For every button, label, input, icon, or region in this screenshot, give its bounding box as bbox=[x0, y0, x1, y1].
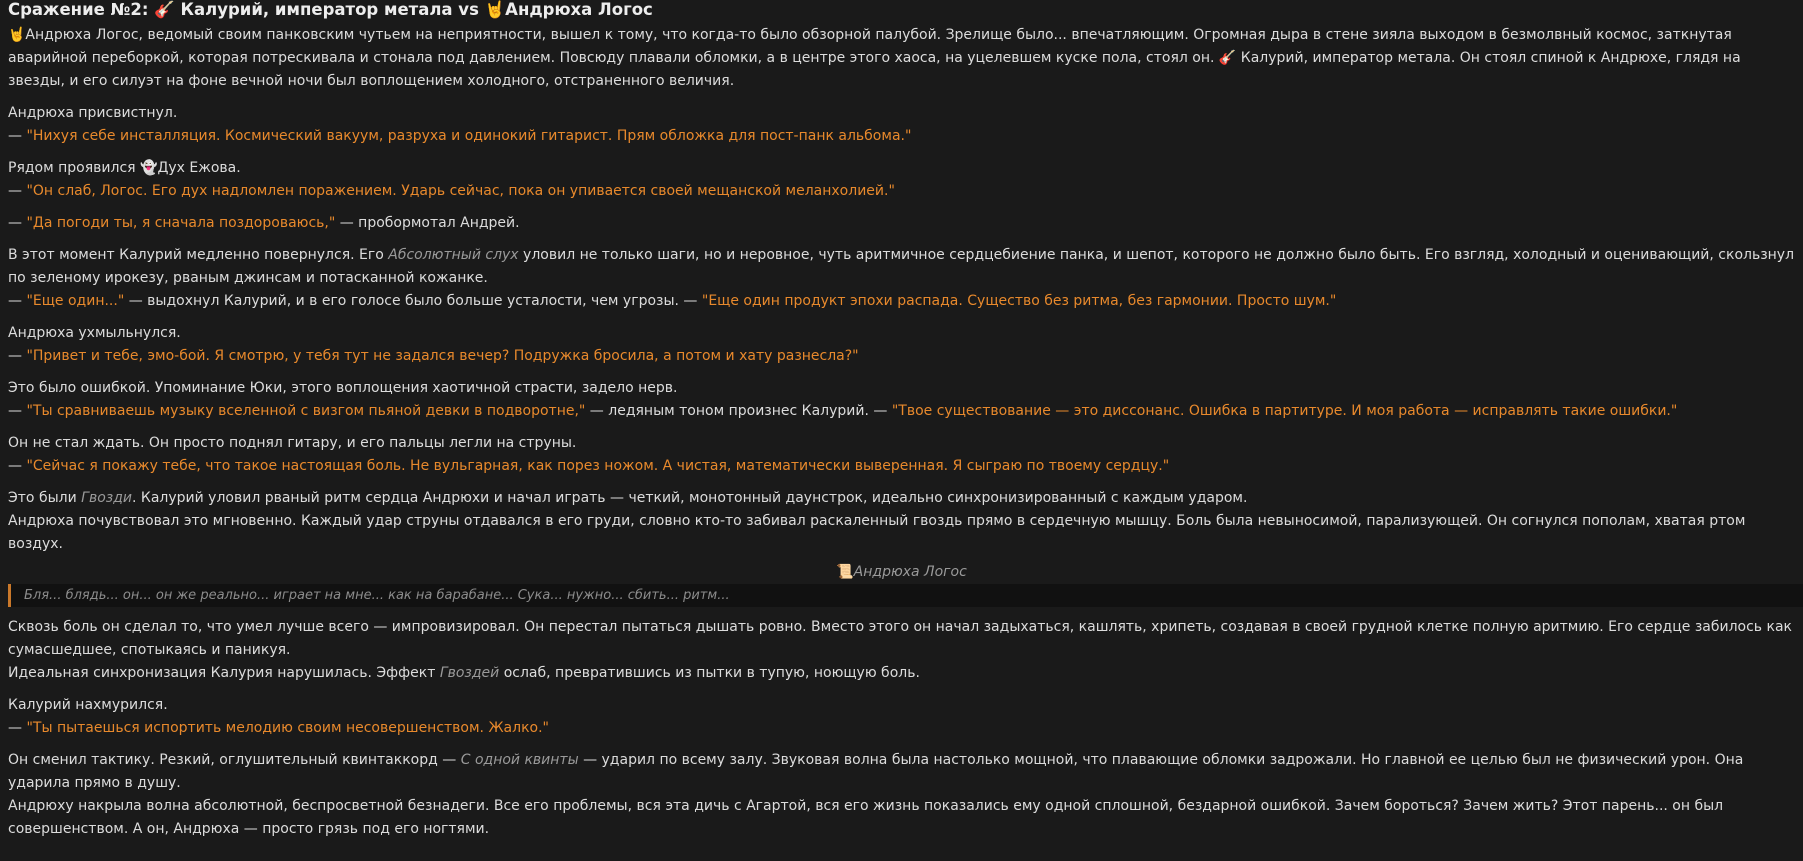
quote: "Он слаб, Логос. Его дух надломлен поражением. Ударь сейчас, пока он упивается своей мещанской меланхолией." bbox=[26, 183, 895, 199]
text: — выдохнул Калурий, и в его голосе было больше усталости, чем угрозы. — bbox=[124, 293, 702, 309]
text: — пробормотал Андрей. bbox=[335, 215, 520, 231]
quote: "Ты сравниваешь музыку вселенной с визгом пьяной девки в подворотне," bbox=[26, 403, 586, 419]
dash: — bbox=[8, 720, 27, 736]
thought-speaker: Андрюха Логос bbox=[853, 564, 967, 580]
dialogue-line bbox=[8, 717, 1795, 740]
paragraph-intro: 🤘Андрюха Логос, ведомый своим панковским чутьем на неприятности, вышел к тому, что когда-то было обзорной палубой. Зрелище было... впечатляющим. Огромная дыра в стене зияла выходом в безмолвный космос, заткнутая аварийной переборкой, которая потрескивала и стонала под давлением. Повсюду плавали обломки, а в центре этого хаоса, на уцелевшем куске пола, стоял он. 🎸 Калурий, император метала. Он стоял спиной к Андрюхе, глядя на звезды, и его силуэт на фоне вечной ночи был воплощением холодного, отстраненного величия. bbox=[8, 27, 1741, 89]
text: уловил не только шаги, но и неровное, чуть аритмичное сердцебиение панка, и шепот, которого не должно было быть. Его взгляд, холодный и оценивающий, скользнул по зеленому ирокезу, рваным джинсам и потасканной кожанке. bbox=[8, 247, 1795, 286]
dialogue-line bbox=[8, 400, 1795, 423]
paragraph: Он не стал ждать. Он просто поднял гитару, и его пальцы легли на струны. bbox=[8, 435, 577, 451]
paragraph: Андрюха присвистнул. bbox=[8, 105, 178, 121]
text: Рядом проявился bbox=[8, 160, 141, 176]
paragraph: Андрюха ухмыльнулся. bbox=[8, 325, 181, 341]
paragraph: Это было ошибкой. Упоминание Юки, этого воплощения хаотичной страсти, задело нерв. bbox=[8, 380, 678, 396]
paragraph bbox=[8, 749, 1795, 795]
paragraph: Андрюху накрыла волна абсолютной, беспросветной безнадеги. Все его проблемы, вся эта дичь с Агартой, вся его жизнь показались ему одной сплошной, бездарной ошибкой. Зачем бороться? Зачем жить? Этот парень... он был совершенством. А он, Андрюха — просто грязь под его ногтями. bbox=[8, 798, 1724, 837]
dialogue-line bbox=[8, 290, 1795, 313]
quote: "Ты пытаешься испортить мелодию своим несовершенством. Жалко." bbox=[26, 720, 549, 736]
text: Дух Ежова. bbox=[157, 160, 241, 176]
dash: — bbox=[8, 215, 27, 231]
scroll-icon: 📜 bbox=[836, 564, 854, 580]
paragraph: Андрюха почувствовал это мгновенно. Каждый удар струны отдавался в его груди, словно кто-то забивал раскаленный гвоздь прямо в сердечную мышцу. Боль была невыносимой, парализующей. Он согнулся пополам, хватая ртом воздух. bbox=[8, 513, 1746, 552]
text: В этот момент Калурий медленно повернулся. Его bbox=[8, 247, 389, 263]
quote: "Сейчас я покажу тебе, что такое настоящая боль. Не вульгарная, как порез ножом. А чистая, математически выверенная. Я сыграю по твоему сердцу." bbox=[26, 458, 1170, 474]
text: — ударил по всему залу. Звуковая волна была настолько мощной, что плавающие обломки задрожали. Но главной ее целью был не физический урон. Она ударила прямо в душу. bbox=[8, 752, 1744, 791]
dash: — bbox=[8, 403, 27, 419]
quote: "Твое существование — это диссонанс. Ошибка в партитуре. И моя работа — исправлять такие ошибки." bbox=[891, 403, 1678, 419]
text: . Калурий уловил рваный ритм сердца Андрюхи и начал играть — четкий, монотонный даунстрок, идеально синхронизированный с каждым ударом. bbox=[131, 490, 1248, 506]
paragraph bbox=[8, 244, 1795, 290]
thought-header bbox=[8, 561, 1795, 584]
quote: "Да погоди ты, я сначала поздороваюсь," bbox=[26, 215, 336, 231]
skill-name: Абсолютный слух bbox=[388, 247, 519, 263]
dash: — bbox=[8, 128, 27, 144]
quote: "Привет и тебе, эмо-бой. Я смотрю, у тебя тут не задался вечер? Подружка бросила, а потом и хату разнесла?" bbox=[26, 348, 859, 364]
paragraph: Сквозь боль он сделал то, что умел лучше всего — импровизировал. Он перестал пытаться дышать ровно. Вместо этого он начал задыхаться, кашлять, хрипеть, создавая в своей грудной клетке полную аритмию. Его сердце забилось как сумасшедшее, спотыкаясь и паникуя. bbox=[8, 619, 1792, 658]
quote: "Еще один..." bbox=[26, 293, 125, 309]
dialogue-line bbox=[8, 125, 1795, 148]
quote: "Еще один продукт эпохи распада. Существо без ритма, без гармонии. Просто шум." bbox=[701, 293, 1337, 309]
dash: — bbox=[8, 458, 27, 474]
dialogue-line bbox=[8, 212, 1795, 235]
skill-name: Гвозди bbox=[81, 490, 132, 506]
text: ослаб, превратившись из пытки в тупую, ноющую боль. bbox=[499, 665, 920, 681]
quote: "Нихуя себе инсталляция. Космический вакуум, разруха и одинокий гитарист. Прям обложка для пост-панк альбома." bbox=[26, 128, 912, 144]
paragraph: Калурий нахмурился. bbox=[8, 697, 168, 713]
paragraph bbox=[8, 157, 1795, 180]
battle-title: Сражение №2: 🎸 Калурий, император метала vs 🤘Андрюха Логос bbox=[8, 0, 653, 19]
paragraph bbox=[8, 662, 1795, 685]
ghost-icon: 👻 bbox=[140, 160, 158, 176]
inner-thought-blockquote: Бля... блядь... он... он же реально... играет на мне... как на барабане... Сука... нужно... сбить... ритм... bbox=[8, 584, 1803, 607]
dialogue-line bbox=[8, 345, 1795, 368]
text: Это были bbox=[8, 490, 82, 506]
dash: — bbox=[8, 348, 27, 364]
skill-name: С одной квинты bbox=[460, 752, 579, 768]
paragraph bbox=[8, 487, 1795, 510]
text: Идеальная синхронизация Калурия нарушилась. Эффект bbox=[8, 665, 440, 681]
dash: — bbox=[8, 293, 27, 309]
dash: — bbox=[8, 183, 27, 199]
dialogue-line bbox=[8, 180, 1795, 203]
text: Он сменил тактику. Резкий, оглушительный квинтаккорд — bbox=[8, 752, 461, 768]
text: — ледяным тоном произнес Калурий. — bbox=[585, 403, 892, 419]
skill-name: Гвоздей bbox=[439, 665, 500, 681]
dialogue-line bbox=[8, 455, 1795, 478]
